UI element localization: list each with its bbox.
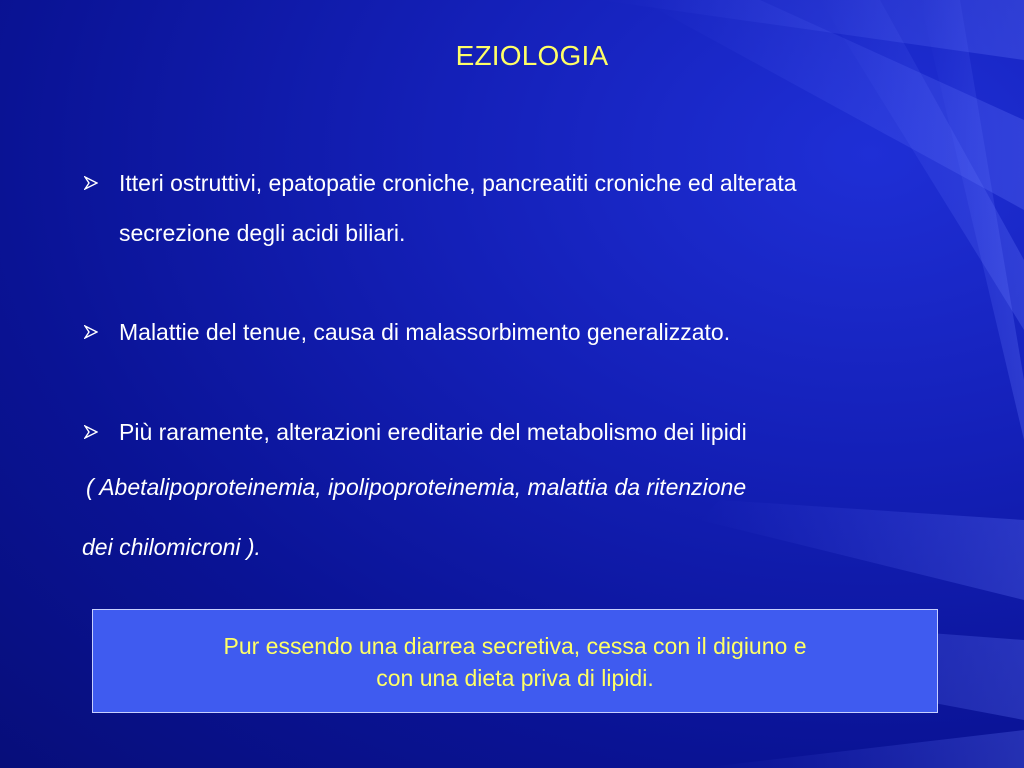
bullet-text-2 (119, 307, 730, 357)
italic-note-line-2: dei chilomicroni ). (82, 534, 261, 560)
bullet-line: Più raramente, alterazioni ereditarie del metabolismo dei lipidi (119, 419, 747, 445)
bullet-line: Malattie del tenue, causa di malassorbimento generalizzato. (119, 319, 731, 345)
bullet-text-1 (119, 158, 797, 258)
arrowhead-bullet-icon (84, 325, 98, 339)
callout-line-1: Pur essendo una diarrea secretiva, cessa con il digiuno e (223, 633, 807, 659)
bullet-line: Itteri ostruttivi, epatopatie croniche, pancreatiti croniche ed alterata (119, 170, 797, 196)
callout-line-2: con una dieta priva di lipidi. (376, 665, 654, 691)
bullet-text-3 (119, 407, 747, 457)
slide-title: EZIOLOGIA (455, 40, 609, 71)
bullet-line: secrezione degli acidi biliari. (119, 220, 406, 246)
arrowhead-bullet-icon (84, 425, 98, 439)
callout-box (92, 609, 938, 713)
arrowhead-bullet-icon (84, 176, 98, 190)
italic-note-line-1: ( Abetalipoproteinemia, ipolipoproteinemia, malattia da ritenzione (86, 474, 747, 500)
